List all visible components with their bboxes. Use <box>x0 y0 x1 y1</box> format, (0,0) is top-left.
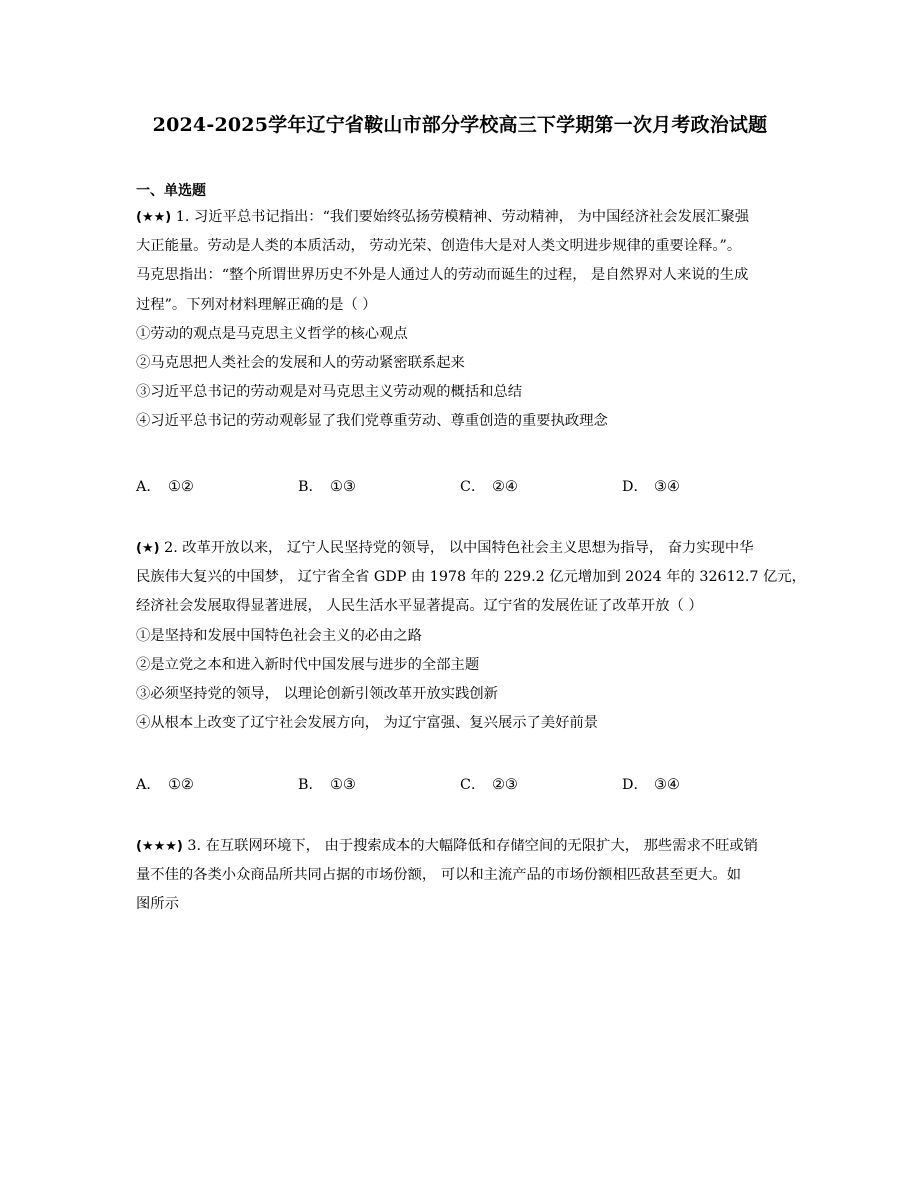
option-a[interactable]: A． ①② <box>136 777 194 793</box>
option-b[interactable]: B． ①③ <box>298 479 356 495</box>
difficulty-stars: (★) <box>136 541 160 556</box>
question-1-statement: ④习近平总书记的劳动观彰显了我们党尊重劳动、尊重创造的重要执政理念 <box>136 413 608 430</box>
section-heading: 一、单选题 <box>136 183 206 199</box>
question-3-stem-line: 图所示 <box>136 896 179 913</box>
option-a[interactable]: A． ①② <box>136 479 194 495</box>
question-1-stem-line: 马克思指出：“整个所谓世界历史不外是人通过人的劳动而诞生的过程， 是自然界对人来说的生成 <box>136 267 749 284</box>
option-d[interactable]: D． ③④ <box>622 479 680 495</box>
difficulty-stars: (★★) <box>136 210 172 225</box>
question-2-statement: ①是坚持和发展中国特色社会主义的必由之路 <box>136 627 422 644</box>
question-2-stem-line: 民族伟大复兴的中国梦， 辽宁省全省 GDP 由 1978 年的 229.2 亿元增加到 2024 年的 32612.7 亿元， <box>136 569 806 586</box>
option-c[interactable]: C． ②④ <box>460 479 518 495</box>
option-d[interactable]: D． ③④ <box>622 777 680 793</box>
difficulty-stars: (★★★) <box>136 839 183 854</box>
question-1-stem-line: (★★) 1. 习近平总书记指出：“我们要始终弘扬劳模精神、劳动精神， 为中国经济社会发展汇聚强 <box>136 209 750 225</box>
question-3-stem-line: (★★★) 3. 在互联网环境下， 由于搜索成本的大幅降低和存储空间的无限扩大， 那些需求不旺或销 <box>136 838 758 854</box>
question-2-stem-line: 经济社会发展取得显著进展， 人民生活水平显著提高。辽宁省的发展佐证了改革开放（ ） <box>136 598 703 615</box>
question-1-statement: ③习近平总书记的劳动观是对马克思主义劳动观的概括和总结 <box>136 384 523 401</box>
question-1-options <box>136 476 786 500</box>
question-2-statement: ③必须坚持党的领导， 以理论创新引领改革开放实践创新 <box>136 685 498 702</box>
question-2-statement: ②是立党之本和进入新时代中国发展与进步的全部主题 <box>136 656 480 673</box>
question-1-stem-line: 大正能量。劳动是人类的本质活动， 劳动光荣、创造伟大是对人类文明进步规律的重要诠释。”。 <box>136 238 742 255</box>
question-3-stem-line: 量不佳的各类小众商品所共同占据的市场份额， 可以和主流产品的市场份额相匹敌甚至更大。如 <box>136 867 742 884</box>
option-b[interactable]: B． ①③ <box>298 777 356 793</box>
question-2-options <box>136 774 786 798</box>
question-1 <box>136 203 786 437</box>
question-2 <box>136 534 806 738</box>
question-2-statement: ④从根本上改变了辽宁社会发展方向， 为辽宁富强、复兴展示了美好前景 <box>136 715 599 732</box>
question-1-stem-line: 过程”。下列对材料理解正确的是（ ） <box>136 296 377 313</box>
document-title: 2024-2025学年辽宁省鞍山市部分学校高三下学期第一次月考政治试题 <box>152 114 768 136</box>
question-2-stem-line: (★) 2. 改革开放以来， 辽宁人民坚持党的领导， 以中国特色社会主义思想为指导， 奋力实现中华 <box>136 540 754 556</box>
question-1-statement: ①劳动的观点是马克思主义哲学的核心观点 <box>136 325 408 342</box>
option-c[interactable]: C． ②③ <box>460 777 518 793</box>
question-3 <box>136 832 786 920</box>
question-1-statement: ②马克思把人类社会的发展和人的劳动紧密联系起来 <box>136 354 465 371</box>
